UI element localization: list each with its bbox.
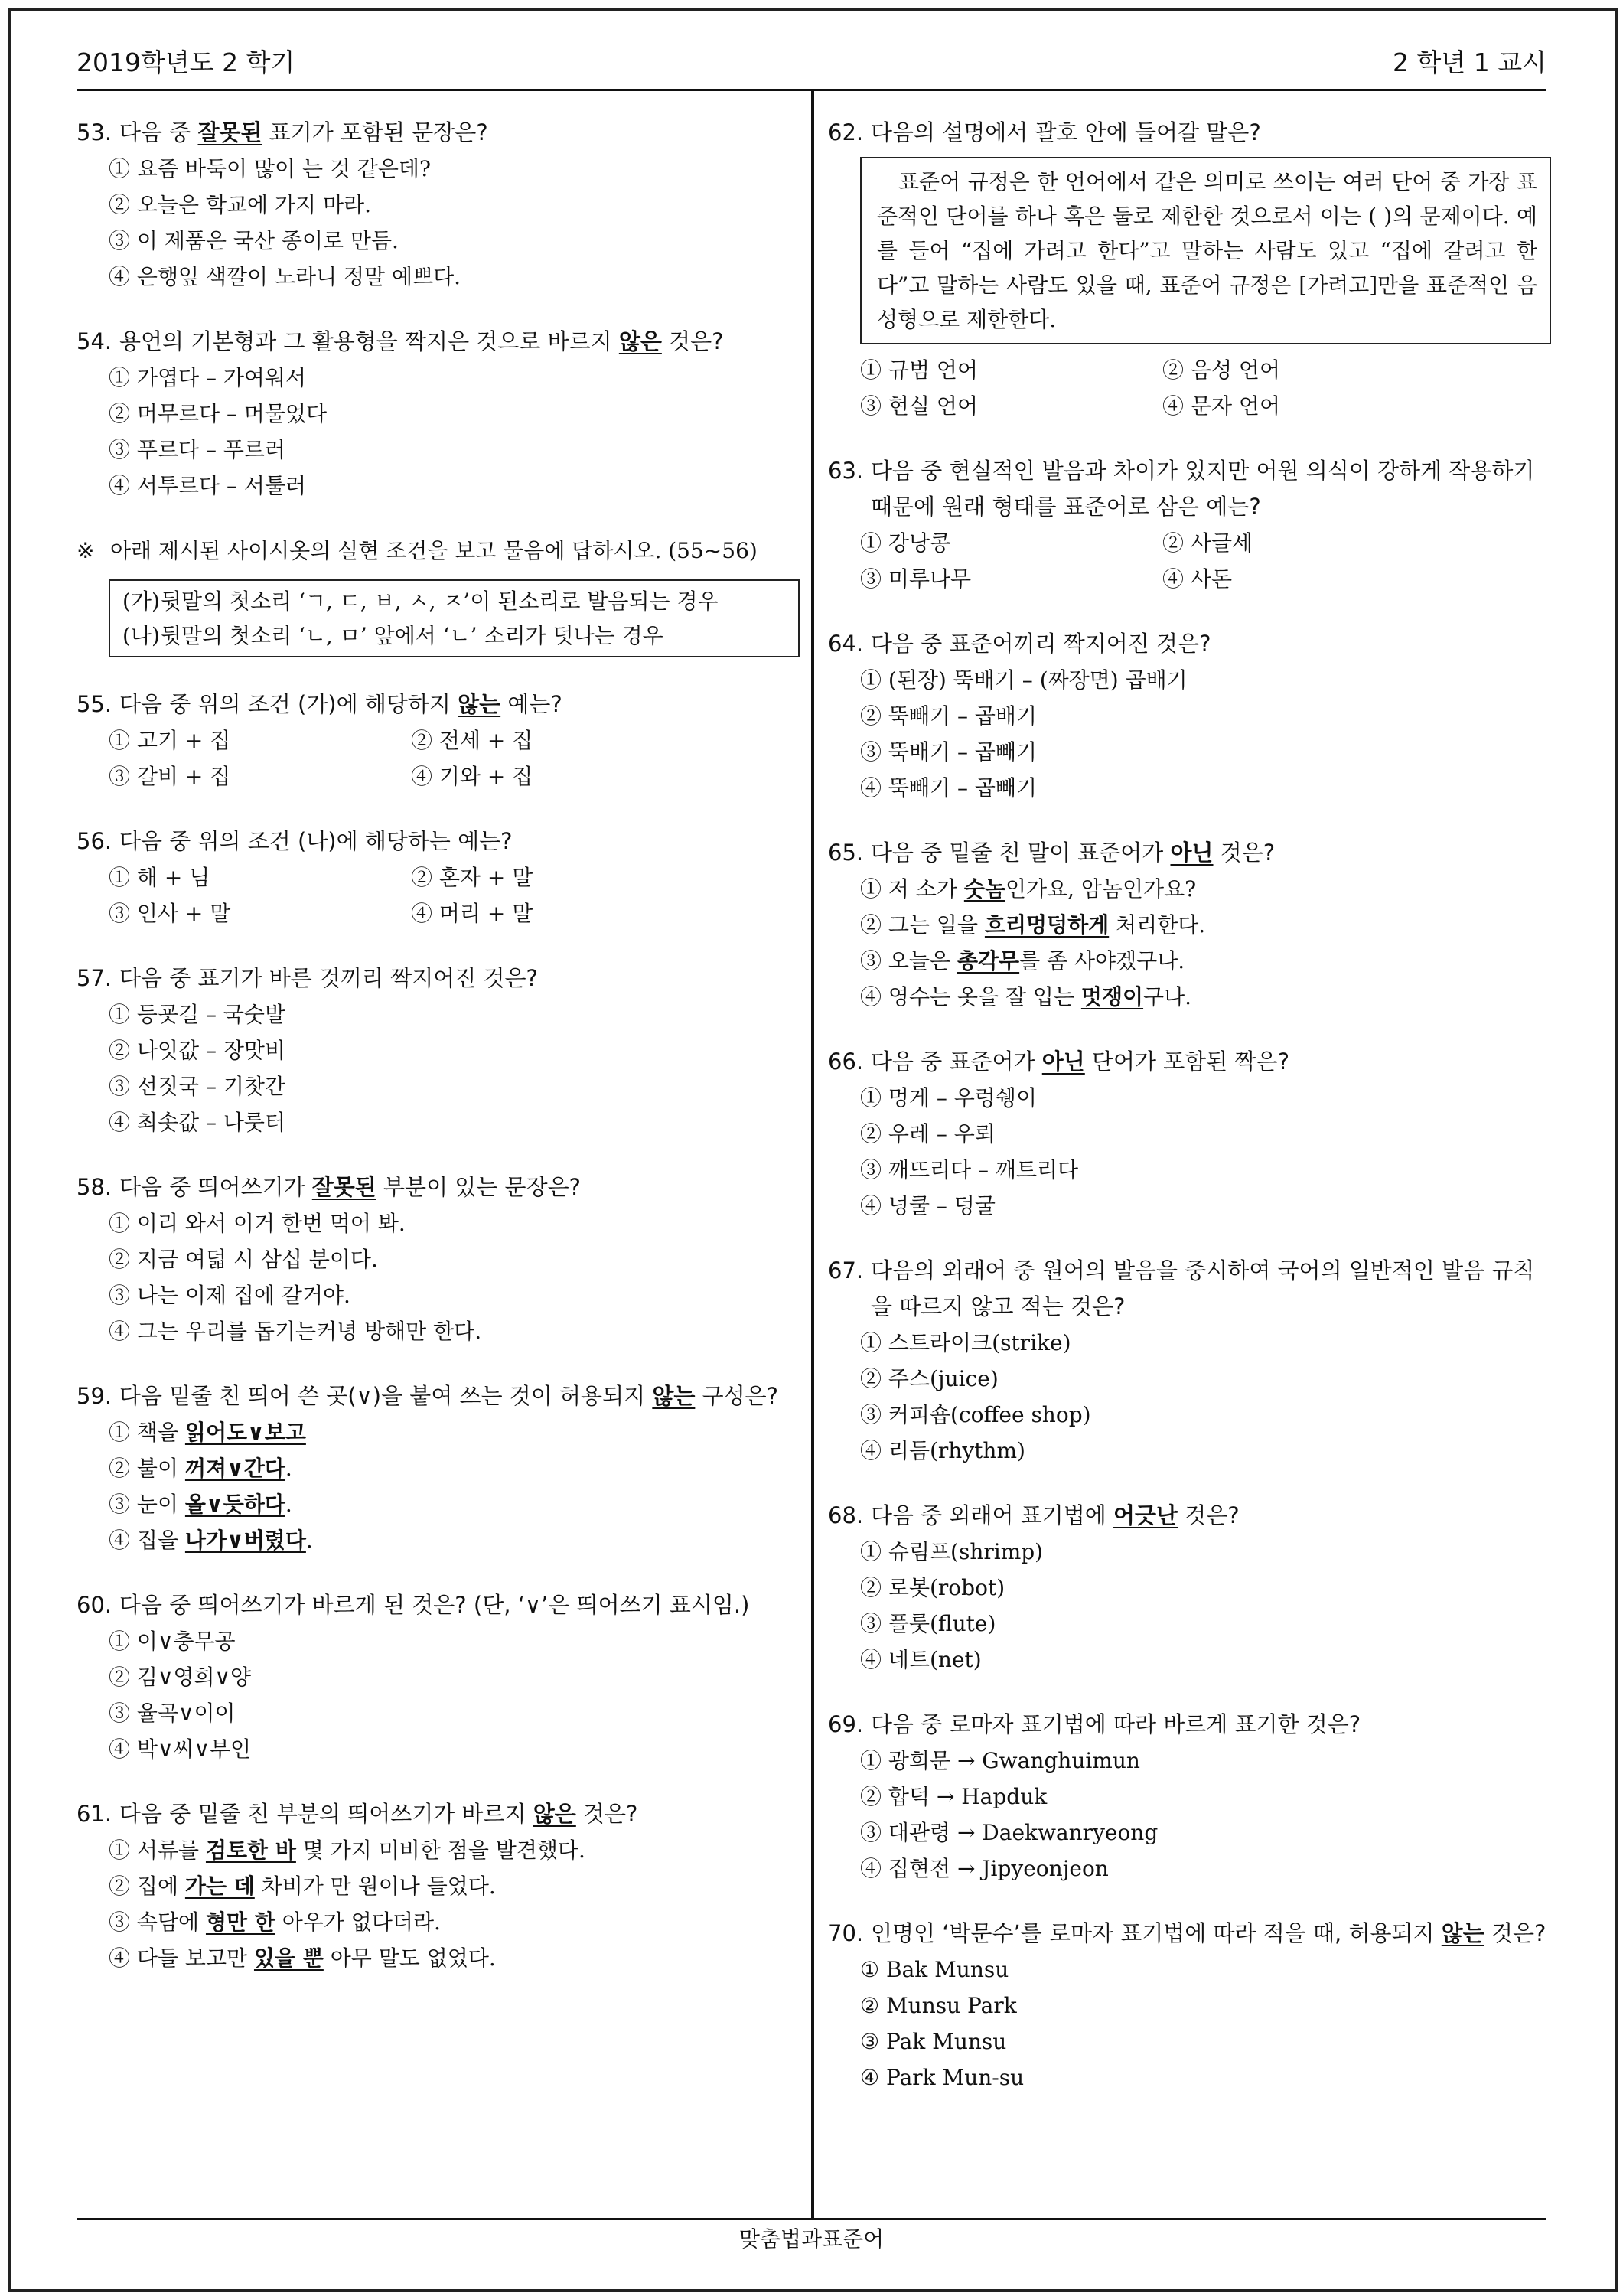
option-2: ② 전세 + 집 bbox=[411, 728, 533, 753]
option-3: ③ 선짓국 – 기찻간 bbox=[109, 1074, 285, 1099]
question-number: 61. bbox=[77, 1801, 112, 1827]
question-number: 59. bbox=[77, 1383, 112, 1409]
footer-rule bbox=[77, 2218, 1546, 2220]
option-3: ③ 갈비 + 집 bbox=[109, 764, 231, 789]
option-3: ③ 속담에 형만 한 아우가 없다더라. bbox=[109, 1910, 441, 1935]
option-3: ③ 이 제품은 국산 종이로 만듬. bbox=[109, 228, 399, 253]
question-61 bbox=[77, 1796, 800, 1976]
option-3: ③ 인사 + 말 bbox=[109, 901, 231, 926]
option-1: ① 이리 와서 이거 한번 먹어 봐. bbox=[109, 1211, 406, 1236]
option-1: ① 서류를 검토한 바 몇 가지 미비한 점을 발견했다. bbox=[109, 1838, 585, 1863]
question-stem: 다음 중 위의 조건 (나)에 해당하는 예는? bbox=[119, 828, 513, 854]
question-60 bbox=[77, 1587, 800, 1767]
option-4: ④ 최솟값 – 나룻터 bbox=[109, 1110, 285, 1135]
option-1: ① 규범 언어 bbox=[860, 357, 978, 383]
question-number: 63. bbox=[828, 458, 864, 484]
option-4: ④ 집현전 → Jipyeonjeon bbox=[860, 1856, 1109, 1881]
option-4: ④ 머리 + 말 bbox=[411, 901, 533, 926]
option-4: ④ 문자 언어 bbox=[1162, 393, 1280, 419]
option-1: ① 요즘 바둑이 많이 는 것 같은데? bbox=[109, 156, 431, 181]
question-number: 53. bbox=[77, 119, 112, 145]
question-stem: 다음 중 표준어가 아닌 단어가 포함된 짝은? bbox=[871, 1049, 1289, 1075]
option-4: ④ 영수는 옷을 잘 입는 멋쟁이구나. bbox=[860, 984, 1192, 1009]
question-stem: 다음 중 밑줄 친 부분의 띄어쓰기가 바르지 않은 것은? bbox=[119, 1801, 638, 1827]
option-1: ① Bak Munsu bbox=[860, 1957, 1009, 1982]
option-4: ④ 집을 나가∨버렸다. bbox=[109, 1528, 313, 1553]
question-70 bbox=[828, 1916, 1551, 2095]
option-1: ① 등굣길 – 국숫발 bbox=[109, 1002, 285, 1027]
option-2: ② 주스(juice) bbox=[860, 1366, 999, 1391]
option-4: ④ 넝쿨 – 덩굴 bbox=[860, 1193, 996, 1218]
option-2: ② 김∨영희∨양 bbox=[109, 1665, 252, 1690]
option-1: ① 해 + 님 bbox=[109, 865, 210, 890]
question-number: 54. bbox=[77, 328, 112, 354]
question-number: 60. bbox=[77, 1592, 112, 1618]
option-2: ② 지금 여덟 시 삼십 분이다. bbox=[109, 1247, 378, 1272]
option-1: ① 저 소가 숫놈인가요, 암놈인가요? bbox=[860, 876, 1197, 902]
question-62 bbox=[828, 115, 1551, 424]
option-3: ③ 대관령 → Daekwanryeong bbox=[860, 1820, 1159, 1845]
option-2: ② Munsu Park bbox=[860, 1993, 1017, 2018]
option-4: ④ 네트(net) bbox=[860, 1647, 982, 1672]
footer-subject: 맞춤법과표준어 bbox=[738, 2226, 885, 2252]
instruction-note-55-56 bbox=[77, 533, 800, 657]
option-4: ④ 기와 + 집 bbox=[411, 764, 533, 789]
option-1: ① 고기 + 집 bbox=[109, 728, 231, 753]
option-2: ② 머무르다 – 머물었다 bbox=[109, 401, 328, 426]
condition-na: (나) 뒷말의 첫소리 ‘ㄴ, ㅁ’ 앞에서 ‘ㄴ’ 소리가 덧나는 경우 bbox=[122, 623, 663, 648]
question-number: 65. bbox=[828, 840, 864, 866]
option-1: ① 가엽다 – 가여워서 bbox=[109, 365, 307, 390]
header-semester: 2019학년도 2 학기 bbox=[77, 47, 295, 77]
passage-box: 표준어 규정은 한 언어에서 같은 의미로 쓰이는 여러 단어 중 가장 표준적인 단어를 하나 혹은 둘로 제한한 것으로서 이는 ( )의 문제이다. 예를 들어 “집에 가려고 한다”고 말하는 사람도 있고 “집에 갈려고 한다”고 말하는 사람도 있을 때, 표준어 규정은 [가려고]만을 표준적인 음성형으로 제한한다. bbox=[860, 157, 1551, 344]
option-2: ② 뚝빼기 – 곱배기 bbox=[860, 703, 1037, 729]
option-2: ② 나잇값 – 장맛비 bbox=[109, 1038, 285, 1063]
option-3: ③ 플룻(flute) bbox=[860, 1611, 996, 1636]
question-stem: 다음의 외래어 중 원어의 발음을 중시하여 국어의 일반적인 발음 규칙을 따르지 않고 적는 것은? bbox=[871, 1257, 1535, 1319]
option-2: ② 합덕 → Hapduk bbox=[860, 1784, 1048, 1809]
option-4: ④ 서투르다 – 서툴러 bbox=[109, 473, 307, 498]
question-stem: 다음 중 밑줄 친 말이 표준어가 아닌 것은? bbox=[871, 840, 1276, 866]
question-stem: 다음 중 로마자 표기법에 따라 바르게 표기한 것은? bbox=[871, 1711, 1361, 1737]
question-55 bbox=[77, 687, 800, 794]
question-stem: 다음 중 띄어쓰기가 바르게 된 것은? (단, ‘∨’은 띄어쓰기 표시임.) bbox=[119, 1592, 750, 1618]
question-56 bbox=[77, 823, 800, 931]
option-4: ④ 다들 보고만 있을 뿐 아무 말도 없었다. bbox=[109, 1945, 496, 1971]
question-stem: 용언의 기본형과 그 활용형을 짝지은 것으로 바르지 않은 것은? bbox=[119, 328, 724, 354]
option-2: ② 혼자 + 말 bbox=[411, 865, 533, 890]
question-number: 66. bbox=[828, 1049, 864, 1075]
option-1: ① 이∨충무공 bbox=[109, 1629, 236, 1654]
question-stem: 다음 중 위의 조건 (가)에 해당하지 않는 예는? bbox=[119, 691, 562, 717]
question-number: 67. bbox=[828, 1257, 864, 1283]
question-69 bbox=[828, 1707, 1551, 1887]
option-3: ③ 눈이 올∨듯하다. bbox=[109, 1492, 292, 1517]
question-57 bbox=[77, 960, 800, 1140]
question-68 bbox=[828, 1498, 1551, 1678]
option-4: ④ 리듬(rhythm) bbox=[860, 1438, 1025, 1463]
question-number: 57. bbox=[77, 965, 112, 991]
option-2: ② 그는 일을 흐리멍덩하게 처리한다. bbox=[860, 912, 1206, 938]
option-1: ① 슈림프(shrimp) bbox=[860, 1539, 1044, 1564]
note-mark: ※ bbox=[77, 538, 95, 563]
question-65 bbox=[828, 835, 1551, 1015]
question-number: 70. bbox=[828, 1920, 864, 1946]
option-2: ② 집에 가는 데 차비가 만 원이나 들었다. bbox=[109, 1874, 496, 1899]
question-stem: 다음 밑줄 친 띄어 쓴 곳(∨)을 붙여 쓰는 것이 허용되지 않는 구성은? bbox=[119, 1383, 779, 1409]
option-4: ④ Park Mun-su bbox=[860, 2065, 1025, 2090]
question-58 bbox=[77, 1169, 800, 1349]
option-3: ③ 커피숍(coffee shop) bbox=[860, 1402, 1091, 1427]
option-2: ② 오늘은 학교에 가지 마라. bbox=[109, 192, 371, 217]
option-2: ② 불이 꺼져∨간다. bbox=[109, 1456, 292, 1481]
option-2: ② 음성 언어 bbox=[1162, 357, 1280, 383]
question-66 bbox=[828, 1044, 1551, 1224]
question-stem: 다음 중 현실적인 발음과 차이가 있지만 어원 의식이 강하게 작용하기 때문에 원래 형태를 표준어로 삼은 예는? bbox=[871, 458, 1535, 520]
option-1: ① 강낭콩 bbox=[860, 530, 951, 556]
question-stem: 다음 중 표기가 바른 것끼리 짝지어진 것은? bbox=[119, 965, 538, 991]
column-divider bbox=[811, 91, 814, 2219]
option-2: ② 사글세 bbox=[1162, 530, 1253, 556]
question-67 bbox=[828, 1253, 1551, 1469]
question-stem: 다음 중 띄어쓰기가 잘못된 부분이 있는 문장은? bbox=[119, 1174, 581, 1200]
question-number: 62. bbox=[828, 119, 864, 145]
condition-ga: (가) 뒷말의 첫소리 ‘ㄱ, ㄷ, ㅂ, ㅅ, ㅈ’이 된소리로 발음되는 경우 bbox=[122, 589, 719, 614]
option-4: ④ 뚝빼기 – 곱빼기 bbox=[860, 775, 1037, 801]
option-3: ③ 나는 이제 집에 갈거야. bbox=[109, 1283, 350, 1308]
header-grade-period: 2 학년 1 교시 bbox=[1393, 47, 1546, 77]
question-number: 56. bbox=[77, 828, 112, 854]
option-2: ② 로봇(robot) bbox=[860, 1575, 1005, 1600]
question-stem: 다음 중 외래어 표기법에 어긋난 것은? bbox=[871, 1502, 1240, 1528]
option-3: ③ 깨뜨리다 – 깨트리다 bbox=[860, 1157, 1079, 1182]
option-4: ④ 그는 우리를 돕기는커녕 방해만 한다. bbox=[109, 1319, 482, 1344]
question-54 bbox=[77, 324, 800, 504]
question-stem: 다음 중 표준어끼리 짝지어진 것은? bbox=[871, 631, 1211, 657]
note-text: 아래 제시된 사이시옷의 실현 조건을 보고 물음에 답하시오. (55~56) bbox=[110, 538, 758, 563]
option-3: ③ Pak Munsu bbox=[860, 2029, 1007, 2054]
conditions-box bbox=[109, 579, 800, 657]
question-number: 64. bbox=[828, 631, 864, 657]
question-stem: 인명인 ‘박문수’를 로마자 표기법에 따라 적을 때, 허용되지 않는 것은? bbox=[871, 1920, 1546, 1946]
question-number: 68. bbox=[828, 1502, 864, 1528]
option-4: ④ 은행잎 색깔이 노라니 정말 예쁘다. bbox=[109, 264, 461, 289]
option-1: ① 스트라이크(strike) bbox=[860, 1330, 1071, 1355]
right-column bbox=[828, 115, 1551, 2095]
option-1: ① (된장) 뚝배기 – (짜장면) 곱배기 bbox=[860, 667, 1188, 693]
option-4: ④ 박∨씨∨부인 bbox=[109, 1737, 252, 1762]
option-4: ④ 사돈 bbox=[1162, 566, 1232, 592]
question-59 bbox=[77, 1378, 800, 1558]
option-1: ① 책을 읽어도∨보고 bbox=[109, 1420, 306, 1445]
option-3: ③ 뚝배기 – 곱빼기 bbox=[860, 739, 1037, 765]
question-number: 58. bbox=[77, 1174, 112, 1200]
question-stem: 다음의 설명에서 괄호 안에 들어갈 말은? bbox=[871, 119, 1261, 145]
option-1: ① 멍게 – 우렁쉥이 bbox=[860, 1085, 1037, 1110]
question-stem: 다음 중 잘못된 표기가 포함된 문장은? bbox=[119, 119, 488, 145]
option-1: ① 광희문 → Gwanghuimun bbox=[860, 1748, 1140, 1773]
question-53 bbox=[77, 115, 800, 295]
left-column bbox=[77, 115, 800, 1976]
option-3: ③ 미루나무 bbox=[860, 566, 972, 592]
option-2: ② 우레 – 우뢰 bbox=[860, 1121, 996, 1146]
question-64 bbox=[828, 626, 1551, 806]
option-3: ③ 오늘은 총각무를 좀 사야겠구나. bbox=[860, 948, 1185, 974]
question-number: 69. bbox=[828, 1711, 864, 1737]
question-63 bbox=[828, 453, 1551, 597]
option-3: ③ 푸르다 – 푸르러 bbox=[109, 437, 285, 462]
question-number: 55. bbox=[77, 691, 112, 717]
option-3: ③ 율곡∨이이 bbox=[109, 1701, 236, 1726]
option-3: ③ 현실 언어 bbox=[860, 393, 978, 419]
